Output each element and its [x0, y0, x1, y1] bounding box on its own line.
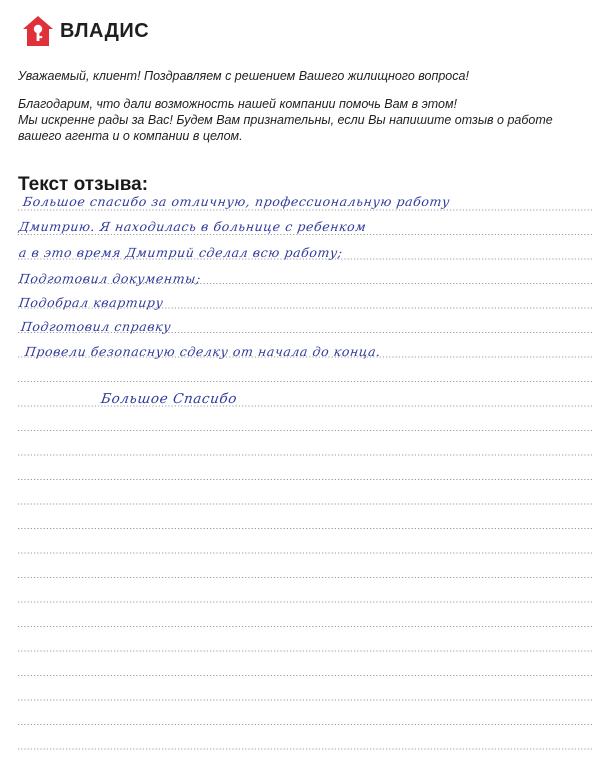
review-signature: Большое Спасибо [100, 391, 239, 407]
brand-logo [22, 15, 149, 47]
review-line: Подготовил документы; [18, 271, 202, 286]
thanks-line-3: вашего агента и о компании в целом. [18, 129, 243, 143]
review-line: Подготовил справку [20, 319, 173, 334]
house-key-icon [22, 15, 54, 47]
thanks-line-2: Мы искренне рады за Вас! Будем Вам признательны, если Вы напишите отзыв о работе [18, 113, 553, 127]
intro-text [18, 68, 598, 144]
greeting-text: Уважаемый, клиент! Поздравляем с решением Вашего жилищного вопроса! [18, 69, 469, 83]
review-line: Подобрал квартиру [18, 295, 165, 310]
review-line: Большое спасибо за отличную, профессиональную работу [22, 194, 452, 209]
review-line: а в это время Дмитрий сделал всю работу; [18, 245, 344, 260]
brand-name: ВЛАДИС [60, 19, 150, 42]
ruled-lines [18, 209, 592, 761]
thanks-line-1: Благодарим, что дали возможность нашей компании помочь Вам в этом! [18, 97, 458, 111]
review-title: Текст отзыва: [18, 174, 149, 195]
review-line: Дмитрию. Я находилась в больнице с ребенком [18, 219, 368, 234]
review-line: Провели безопасную сделку от начала до конца. [24, 344, 382, 359]
